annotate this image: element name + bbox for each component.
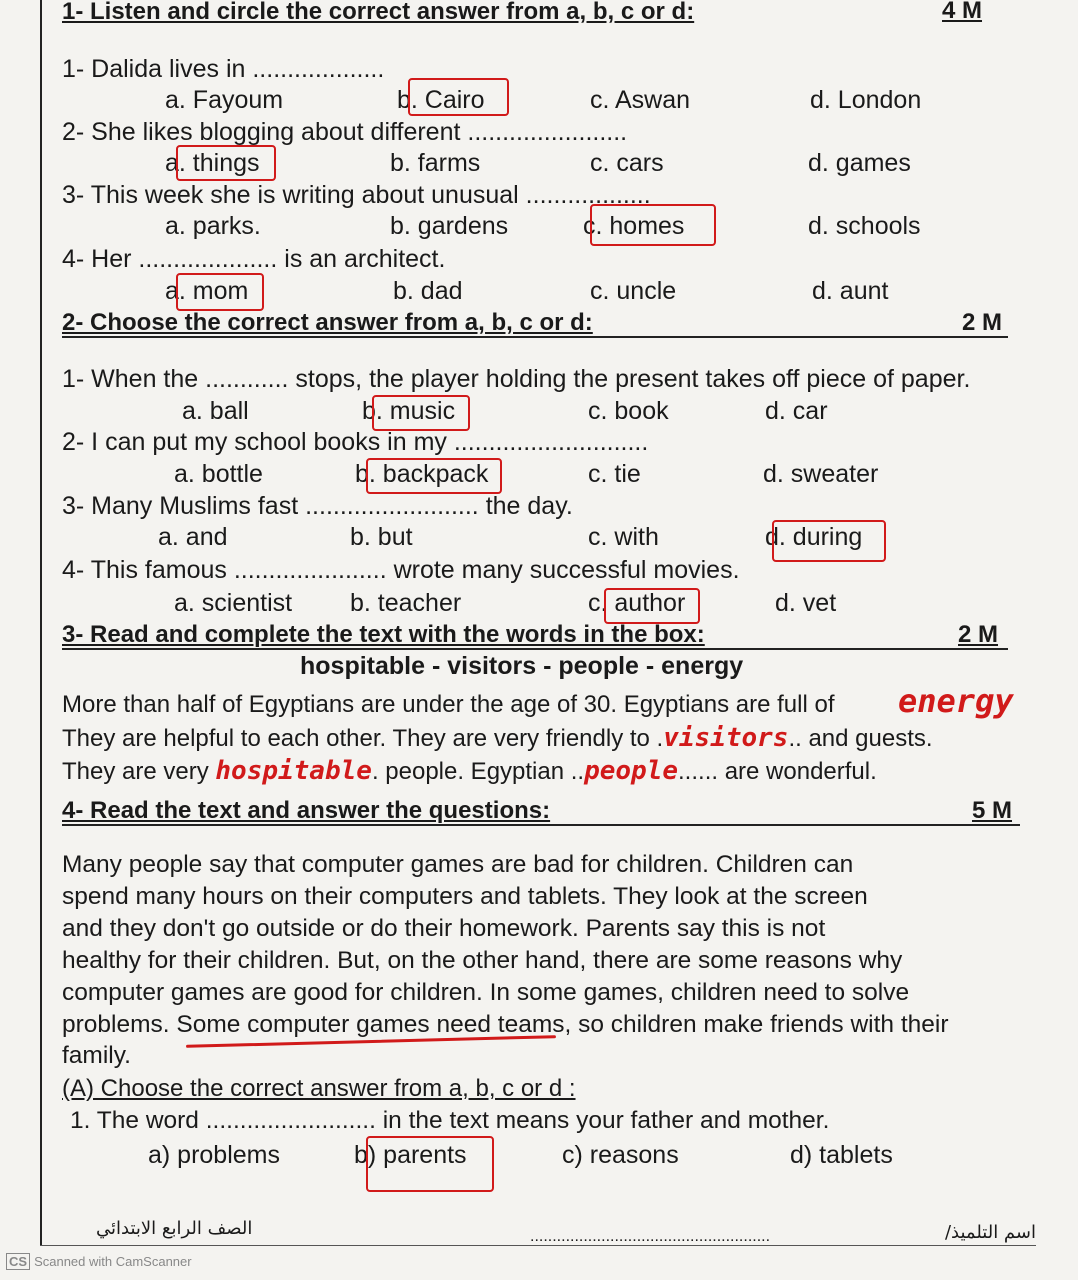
name-dots: ...................................................... — [530, 1228, 771, 1245]
question-stem: 1. The word ......................... in the text means your father and mother. — [70, 1107, 830, 1134]
section-rule — [62, 648, 1008, 650]
paragraph-line: and they don't go outside or do their homework. Parents say this is not — [62, 915, 826, 942]
option-b: b. dad — [393, 277, 463, 305]
option-c: c. cars — [590, 149, 664, 177]
option-d: d. London — [810, 86, 922, 114]
option-a: a. Fayoum — [165, 86, 284, 114]
text-fragment: . people. Egyptian .. — [371, 758, 585, 785]
section3-title: 3- Read and complete the text with the words in the box: — [62, 621, 705, 648]
paragraph-line: Many people say that computer games are bad for children. Children can — [62, 851, 854, 878]
option-c: c) reasons — [562, 1141, 679, 1169]
option-c: c. tie — [588, 460, 641, 488]
answer-circle — [176, 273, 264, 311]
paragraph-line: computer games are good for children. In some games, children need to solve — [62, 979, 910, 1006]
scanner-text: Scanned with CamScanner — [34, 1254, 192, 1269]
question-stem: 1- Dalida lives in ................... — [62, 55, 385, 83]
scanner-watermark — [6, 1253, 192, 1270]
camscanner-logo: CS — [6, 1253, 30, 1270]
option-c: c. author — [588, 589, 686, 617]
option-b: b. backpack — [355, 460, 489, 488]
margin-line — [40, 0, 42, 1245]
option-a: a. things — [165, 149, 260, 177]
option-b: b. music — [362, 397, 456, 425]
question-stem: 2- I can put my school books in my ............................ — [62, 428, 649, 456]
option-a: a. parks. — [165, 212, 261, 240]
option-a: a. ball — [182, 397, 249, 425]
question-stem: 2- She likes blogging about different ....................... — [62, 118, 628, 146]
text-line — [62, 690, 835, 720]
question-stem: 3- This week she is writing about unusual .................. — [62, 181, 651, 209]
option-d: d. aunt — [812, 277, 889, 305]
text-fragment: They are very — [62, 758, 209, 785]
paragraph-line: problems. Some computer games need teams, so children make friends with their — [62, 1011, 949, 1038]
handwritten-answer: people — [584, 756, 679, 786]
handwritten-answer: visitors — [663, 723, 789, 753]
paragraph-line: family. — [62, 1042, 131, 1069]
option-d: d) tablets — [790, 1141, 893, 1169]
section3-marks: 2 M — [958, 621, 999, 648]
option-d: d. vet — [775, 589, 837, 617]
text-fragment: ...... are wonderful. — [678, 758, 877, 785]
option-a: a. bottle — [174, 460, 263, 488]
section4-title: 4- Read the text and answer the questions: — [62, 797, 551, 824]
handwritten-answer: energy — [898, 682, 1014, 720]
option-c: c. book — [588, 397, 669, 425]
option-b: b) parents — [354, 1141, 467, 1169]
answer-circle — [366, 1136, 494, 1192]
text-line — [62, 723, 933, 754]
answer-circle — [408, 78, 509, 116]
handwritten-answer: hospitable — [215, 756, 372, 786]
text-fragment: .. and guests. — [788, 725, 933, 752]
option-d: d. during — [765, 523, 863, 551]
option-b: b. Cairo — [397, 86, 485, 114]
grade-label: الصف الرابع الابتدائي — [96, 1218, 253, 1239]
option-a: a) problems — [148, 1141, 280, 1169]
option-a: a. scientist — [174, 589, 293, 617]
question-stem: 4- Her .................... is an architect. — [62, 245, 446, 273]
section1-marks: 4 M — [942, 0, 983, 24]
answer-circle — [604, 588, 700, 624]
option-d: d. schools — [808, 212, 921, 240]
question-stem: 4- This famous ...................... wrote many successful movies. — [62, 556, 740, 584]
option-d: d. sweater — [763, 460, 879, 488]
answer-circle — [176, 145, 276, 181]
section2-marks: 2 M — [962, 309, 1003, 336]
option-c: c. Aswan — [590, 86, 691, 114]
answer-circle — [590, 204, 716, 246]
question-stem: 3- Many Muslims fast ......................... the day. — [62, 492, 573, 520]
answer-circle — [366, 458, 502, 494]
option-c: c. uncle — [590, 277, 677, 305]
answer-circle — [772, 520, 886, 562]
option-d: d. car — [765, 397, 828, 425]
option-b: b. teacher — [350, 589, 462, 617]
section4-marks: 5 M — [972, 797, 1013, 824]
option-c: c. with — [588, 523, 659, 551]
section1-title: 1- Listen and circle the correct answer from a, b, c or d: — [62, 0, 695, 25]
option-b: b. farms — [390, 149, 481, 177]
option-d: d. games — [808, 149, 911, 177]
option-b: b. gardens — [390, 212, 509, 240]
option-a: a. and — [158, 523, 228, 551]
word-box: hospitable - visitors - people - energy — [300, 652, 744, 680]
option-b: b. but — [350, 523, 413, 551]
text-fragment: More than half of Egyptians are under the age of 30. Egyptians are full of — [62, 691, 835, 718]
option-c: c. homes — [583, 212, 685, 240]
paragraph-line: healthy for their children. But, on the other hand, there are some reasons why — [62, 947, 903, 974]
text-line — [62, 756, 877, 787]
section2-title: 2- Choose the correct answer from a, b, c or d: — [62, 309, 593, 336]
paragraph-line: spend many hours on their computers and tablets. They look at the screen — [62, 883, 868, 910]
student-name-label: اسم التلميذ/ — [944, 1222, 1036, 1243]
section-rule — [62, 336, 1008, 338]
section-rule — [62, 824, 1020, 826]
text-fragment: They are helpful to each other. They are very friendly to . — [62, 725, 664, 752]
answer-circle — [372, 395, 470, 431]
option-a: a. mom — [165, 277, 249, 305]
partA-title: (A) Choose the correct answer from a, b, c or d : — [62, 1075, 576, 1102]
question-stem: 1- When the ............ stops, the player holding the present takes off piece of paper. — [62, 365, 971, 393]
